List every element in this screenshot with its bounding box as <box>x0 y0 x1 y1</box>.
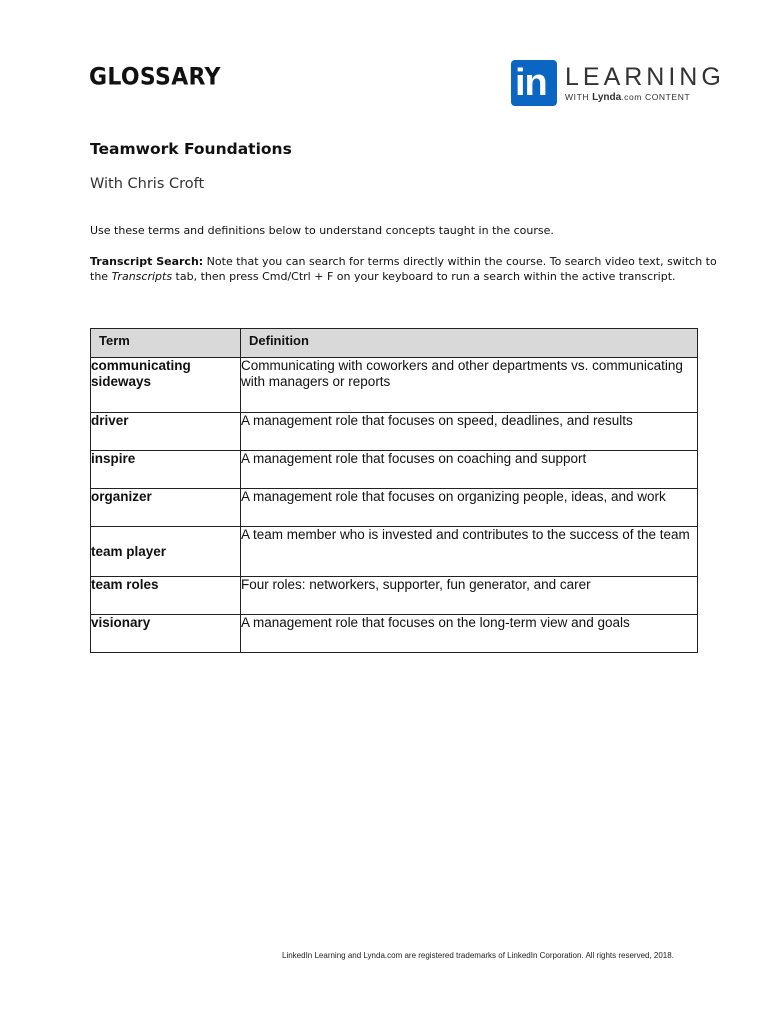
column-header-term: Term <box>91 329 241 358</box>
page-header-title: GLOSSARY <box>89 64 221 91</box>
linkedin-learning-logo <box>511 60 725 106</box>
term-cell: organizer <box>91 489 241 527</box>
logo-sub-brand: Lynda <box>592 91 622 103</box>
glossary-table <box>90 328 698 653</box>
table-row <box>91 413 698 451</box>
table-row <box>91 527 698 577</box>
definition-cell: A team member who is invested and contributes to the success of the team <box>241 527 698 577</box>
transcript-search-note <box>90 254 720 284</box>
logo-learning-text: LEARNING <box>565 62 725 91</box>
transcripts-tab-name: Transcripts <box>111 270 173 283</box>
logo-sub-prefix: WITH <box>565 91 590 102</box>
term-cell: visionary <box>91 615 241 653</box>
course-author: With Chris Croft <box>90 176 205 192</box>
term-cell: communicating sideways <box>91 358 241 413</box>
term-cell: driver <box>91 413 241 451</box>
transcript-note-text-1: Note that you can search for terms directly within the course. To search video text, switch to the <box>90 255 717 283</box>
table-row <box>91 451 698 489</box>
table-row <box>91 615 698 653</box>
course-title: Teamwork Foundations <box>90 140 292 158</box>
linkedin-in-icon <box>511 60 557 106</box>
table-row <box>91 489 698 527</box>
transcript-search-label: Transcript Search: <box>90 255 204 268</box>
term-cell: inspire <box>91 451 241 489</box>
table-row <box>91 358 698 413</box>
intro-text: Use these terms and definitions below to understand concepts taught in the course. <box>90 224 554 237</box>
definition-cell: A management role that focuses on speed, deadlines, and results <box>241 413 698 451</box>
definition-cell: Four roles: networkers, supporter, fun generator, and carer <box>241 577 698 615</box>
definition-cell: A management role that focuses on coaching and support <box>241 451 698 489</box>
definition-cell: Communicating with coworkers and other departments vs. communicating with managers or reports <box>241 358 698 413</box>
transcript-note-text-2: tab, then press Cmd/Ctrl + F on your keyboard to run a search within the active transcript. <box>172 270 676 283</box>
term-cell: team player <box>91 527 241 577</box>
logo-subtitle <box>565 92 725 103</box>
logo-sub-suffix: .com CONTENT <box>621 91 691 102</box>
logo-wordmark <box>565 64 725 103</box>
column-header-definition: Definition <box>241 329 698 358</box>
footer-trademark-notice: LinkedIn Learning and Lynda.com are registered trademarks of LinkedIn Corporation. All rights reserved, 2018. <box>282 951 674 960</box>
logo-mark-text: in <box>515 62 547 104</box>
table-header-row <box>91 329 698 358</box>
table-row <box>91 577 698 615</box>
definition-cell: A management role that focuses on organizing people, ideas, and work <box>241 489 698 527</box>
definition-cell: A management role that focuses on the long-term view and goals <box>241 615 698 653</box>
term-cell: team roles <box>91 577 241 615</box>
